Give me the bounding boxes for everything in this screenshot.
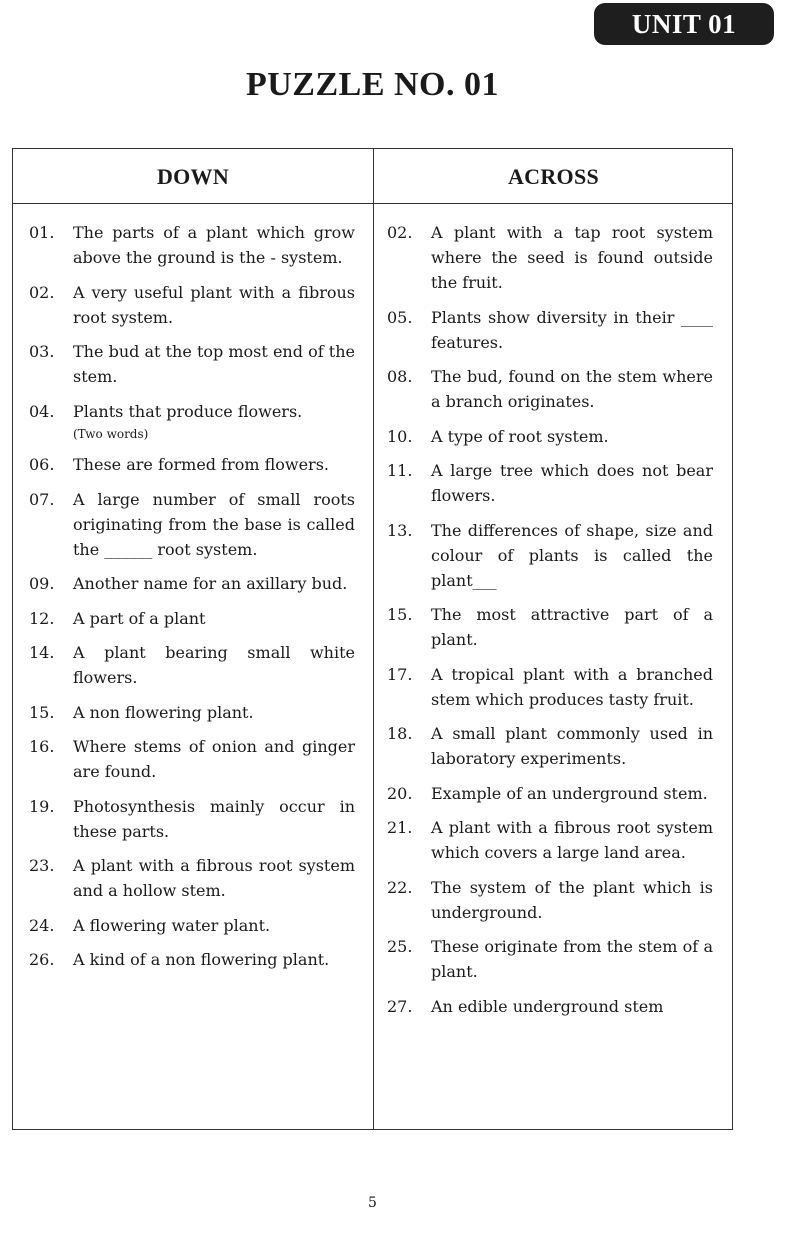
clue-number: 13. — [387, 520, 413, 540]
clue-number: 27. — [387, 996, 413, 1016]
clue-text: A flowering water plant. — [73, 915, 271, 935]
clue-number: 24. — [29, 915, 55, 935]
clue-number: 05. — [387, 307, 413, 327]
down-clue — [29, 339, 355, 389]
clue-number: 01. — [29, 223, 55, 242]
clue-number: 23. — [29, 856, 55, 875]
clue-number: 10. — [387, 426, 413, 446]
clue-number: 08. — [387, 367, 413, 386]
clue-text: These are formed from flowers. — [73, 455, 329, 474]
clue-text: A plant with a fibrous root system which covers a large land area. — [431, 818, 713, 862]
clue-text-wrap — [73, 452, 355, 477]
across-clue — [387, 781, 713, 806]
clue-number: 09. — [29, 574, 55, 593]
clue-text-wrap — [431, 424, 713, 449]
clue-number: 12. — [29, 608, 55, 628]
across-clue — [387, 220, 713, 295]
clue-text: A kind of a non flowering plant. — [73, 950, 330, 969]
clue-text-wrap — [73, 913, 355, 938]
clue-text: A very useful plant with a fibrous root system. — [73, 282, 355, 327]
clue-number: 07. — [29, 489, 55, 509]
clue-number: 16. — [29, 737, 55, 756]
clue-number: 20. — [387, 783, 413, 803]
clue-text-wrap — [431, 934, 713, 984]
across-clue-list — [387, 220, 713, 1028]
clue-text: The system of the plant which is underground. — [431, 877, 713, 922]
clue-text: The most attractive part of a plant. — [431, 605, 713, 649]
clue-text: Where stems of onion and ginger are found. — [73, 737, 355, 781]
down-clue — [29, 280, 355, 330]
down-clue — [29, 913, 355, 938]
clue-text: A non flowering plant. — [73, 702, 254, 722]
clue-text: A plant with a tap root system where the seed is found outside the fruit. — [431, 223, 713, 292]
column-divider — [373, 149, 374, 1129]
clue-text-wrap — [73, 794, 355, 844]
clue-text-wrap — [431, 994, 713, 1019]
clue-number: 11. — [387, 461, 413, 480]
across-clue — [387, 934, 713, 984]
down-clue — [29, 947, 355, 972]
clue-text: A plant with a fibrous root system and a hollow stem. — [73, 856, 355, 900]
across-clue — [387, 518, 713, 593]
down-clue — [29, 606, 355, 631]
clue-number: 26. — [29, 950, 55, 969]
down-clue — [29, 794, 355, 844]
down-clue — [29, 571, 355, 596]
clue-text-wrap — [431, 602, 713, 652]
clue-text-wrap — [431, 364, 713, 414]
across-clue — [387, 458, 713, 508]
clue-text: A tropical plant with a branched stem which produces tasty fruit. — [431, 664, 713, 709]
down-clue — [29, 220, 355, 270]
clue-text: Photosynthesis mainly occur in these parts. — [73, 796, 355, 841]
clue-text-wrap — [431, 875, 713, 925]
clue-text: The differences of shape, size and colour of plants is called the plant___ — [431, 520, 713, 590]
clue-text: A plant bearing small white flowers. — [73, 643, 355, 687]
unit-badge: UNIT 01 — [594, 3, 774, 45]
clue-text-wrap — [73, 700, 355, 725]
clue-text: The bud, found on the stem where a branch originates. — [431, 367, 713, 411]
clue-number: 22. — [387, 877, 413, 897]
clue-text-wrap — [431, 305, 713, 355]
clue-text: A large number of small roots originating from the base is called the ______ root system. — [73, 489, 355, 559]
clue-number: 03. — [29, 342, 55, 361]
clue-text: Another name for an axillary bud. — [73, 574, 348, 593]
clue-text: The parts of a plant which grow above the ground is the - system. — [73, 223, 355, 267]
clue-number: 14. — [29, 643, 55, 662]
clue-text-wrap — [73, 606, 355, 631]
down-clue — [29, 640, 355, 690]
down-clue — [29, 399, 355, 443]
down-clue-list — [29, 220, 355, 982]
clue-text-wrap — [431, 721, 713, 771]
down-clue — [29, 853, 355, 903]
clue-text-wrap — [73, 947, 355, 972]
clue-text-wrap — [73, 853, 355, 903]
clue-number: 19. — [29, 796, 55, 816]
clue-number: 15. — [387, 605, 413, 624]
clue-text: Plants that produce flowers. — [73, 401, 303, 421]
clue-table — [12, 148, 733, 1130]
across-clue — [387, 305, 713, 355]
across-clue — [387, 424, 713, 449]
clue-number: 25. — [387, 937, 413, 956]
clue-number: 02. — [387, 223, 413, 242]
clue-text-wrap — [73, 339, 355, 389]
clue-text: Example of an underground stem. — [431, 783, 708, 803]
clue-number: 02. — [29, 282, 55, 302]
page-number: 5 — [368, 1195, 377, 1211]
clue-text: A large tree which does not bear flowers. — [431, 461, 713, 505]
clue-number: 15. — [29, 702, 55, 722]
down-clue — [29, 487, 355, 562]
clue-text: Plants show diversity in their ____ features. — [431, 307, 713, 352]
down-clue — [29, 700, 355, 725]
clue-number: 17. — [387, 664, 413, 684]
clue-text-wrap — [73, 640, 355, 690]
clue-text: An edible underground stem — [431, 996, 664, 1016]
clue-number: 06. — [29, 455, 55, 474]
across-clue — [387, 994, 713, 1019]
across-clue — [387, 875, 713, 925]
down-clue — [29, 452, 355, 477]
clue-text-wrap — [431, 220, 713, 295]
down-clue — [29, 734, 355, 784]
page-title: PUZZLE NO. 01 — [245, 66, 500, 103]
clue-number: 04. — [29, 401, 55, 421]
across-header: ACROSS — [507, 164, 600, 189]
clue-number: 18. — [387, 724, 413, 743]
across-clue — [387, 364, 713, 414]
across-clue — [387, 815, 713, 865]
across-clue — [387, 721, 713, 771]
clue-text: These originate from the stem of a plant. — [431, 937, 713, 981]
clue-text: The bud at the top most end of the stem. — [73, 342, 355, 386]
clue-note: (Two words) — [73, 426, 149, 441]
clue-text-wrap — [431, 815, 713, 865]
clue-text: A small plant commonly used in laboratory experiments. — [431, 724, 713, 768]
down-header: DOWN — [156, 164, 230, 189]
clue-text-wrap — [73, 399, 355, 443]
clue-text-wrap — [73, 571, 355, 596]
clue-text-wrap — [73, 280, 355, 330]
clue-text-wrap — [73, 220, 355, 270]
clue-text-wrap — [431, 781, 713, 806]
clue-text-wrap — [73, 734, 355, 784]
clue-text-wrap — [431, 518, 713, 593]
clue-text-wrap — [431, 458, 713, 508]
clue-number: 21. — [387, 818, 413, 837]
across-clue — [387, 602, 713, 652]
clue-text: A type of root system. — [431, 426, 609, 446]
across-clue — [387, 662, 713, 712]
clue-text-wrap — [73, 487, 355, 562]
clue-text-wrap — [431, 662, 713, 712]
clue-text: A part of a plant — [73, 608, 206, 628]
